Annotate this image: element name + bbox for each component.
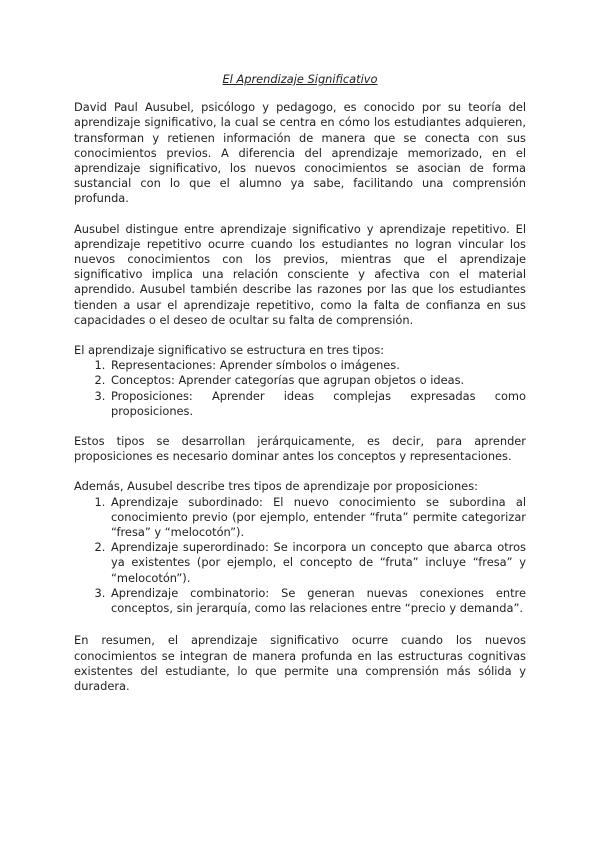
paragraph-jerarquia: Estos tipos se desarrollan jerárquicamente, es decir, para aprender proposiciones es necesario dominar antes los conceptos y representaciones. (74, 434, 526, 464)
paragraph-intro: David Paul Ausubel, psicólogo y pedagogo, es conocido por su teoría del aprendizaje significativo, la cual se centra en cómo los estudiantes adquieren, transforman y retienen información de manera que se conecta con sus conocimientos previos. A diferencia del aprendizaje memorizado, en el aprendizaje significativo, los nuevos conocimientos se asocian de forma sustancial con lo que el alumno ya sabe, facilitando una comprensión profunda. (74, 100, 526, 206)
paragraph-tipos-intro: El aprendizaje significativo se estructura en tres tipos: (74, 343, 385, 358)
list-item: 1. Aprendizaje subordinado: El nuevo conocimiento se subordina al conocimiento previo (por ejemplo, entender “fruta” permite categorizar “fresa” y “melocotón”). (109, 495, 526, 541)
list-item: 2. Aprendizaje superordinado: Se incorpora un concepto que abarca otros ya existentes (por ejemplo, el concepto de “fruta” incluye “fresa” y “melocotón”). (109, 540, 526, 586)
list-tipos (74, 358, 526, 419)
paragraph-proposiciones-intro: Además, Ausubel describe tres tipos de aprendizaje por proposiciones: (74, 479, 478, 494)
list-proposiciones (74, 495, 526, 617)
paragraph-distincion: Ausubel distingue entre aprendizaje significativo y aprendizaje repetitivo. El aprendizaje repetitivo ocurre cuando los estudiantes no logran vincular los nuevos conocimientos con los previos, mientras que el aprendizaje significativo implica una relación consciente y afectiva con el material aprendido. Ausubel también describe las razones por las que los estudiantes tienden a usar el aprendizaje repetitivo, como la falta de confianza en sus capacidades o el deseo de ocultar su falta de comprensión. (74, 221, 526, 327)
list-item: 2. Conceptos: Aprender categorías que agrupan objetos o ideas. (109, 373, 526, 388)
document-title: El Aprendizaje Significativo (222, 72, 378, 86)
paragraph-resumen: En resumen, el aprendizaje significativo ocurre cuando los nuevos conocimientos se integran de manera profunda en las estructuras cognitivas existentes del estudiante, lo que permite una comprensión más sólida y duradera. (74, 633, 526, 693)
list-item: 3. Aprendizaje combinatorio: Se generan nuevas conexiones entre conceptos, sin jerarquía, como las relaciones entre “precio y demanda”. (109, 586, 526, 616)
list-item: 3. Proposiciones: Aprender ideas complejas expresadas como proposiciones. (109, 389, 526, 419)
list-item: 1. Representaciones: Aprender símbolos o imágenes. (109, 358, 526, 373)
